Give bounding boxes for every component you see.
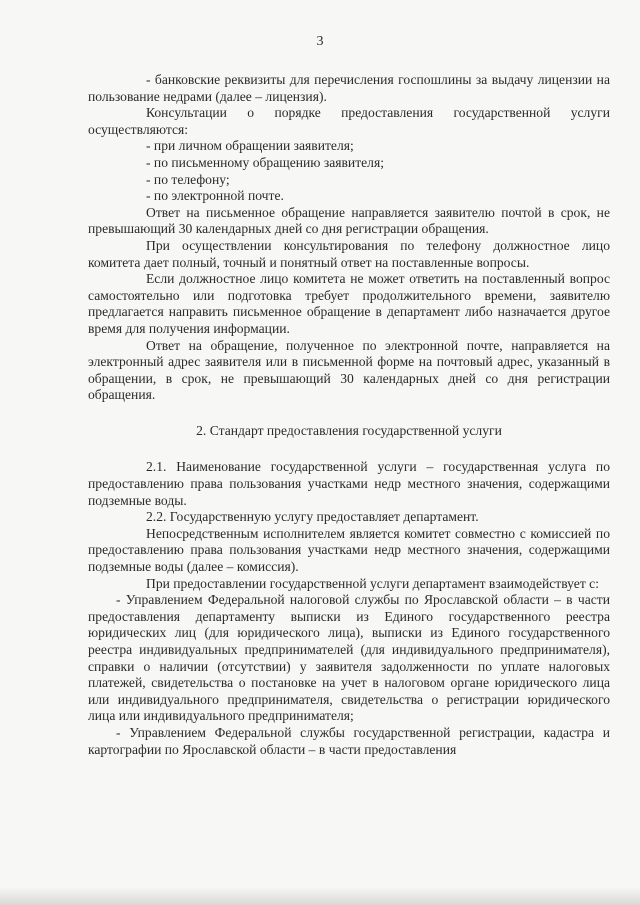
paragraph-email-reply: Ответ на обращение, полученное по электронной почте, направляется на электронный адрес заявителя или в письменной форме на почтовый адрес, указанный в обращении, в срок, не превышающий 30 календарных дней со дня регистрации обращения.	[88, 337, 610, 403]
document-body	[88, 72, 610, 758]
page-number: 3	[316, 34, 324, 49]
paragraph-bank-details: - банковские реквизиты для перечисления госпошлины за выдачу лицензии на пользование недрами (далее – лицензия).	[88, 72, 610, 104]
paragraph-2-1: 2.1. Наименование государственной услуги – государственная услуга по предоставлению права пользования участками недр местного значения, содержащими подземные воды.	[88, 459, 610, 508]
list-item-phone: - по телефону;	[146, 171, 230, 187]
paragraph-cannot-answer: Если должностное лицо комитета не может ответить на поставленный вопрос самостоятельно или подготовка требует продолжительного времени, заявителю предлагается направить письменное обращение в департамент либо назначается другое время для получения информации.	[88, 271, 610, 336]
section-title: 2. Стандарт предоставления государственной услуги	[196, 422, 502, 438]
paragraph-2-2: 2.2. Государственную услугу предоставляет департамент.	[146, 509, 479, 525]
paragraph-tax-service: - Управлением Федеральной налоговой службы по Ярославской области – в части предоставления департаменту выписки из Единого государственного реестра юридических лиц (для юридического лица), выписки из Единого государственного реестра индивидуальных предпринимателей (для индивидуального предпринимателя), справки о наличии (отсутствии) у заявителя задолженности по уплате налоговых платежей, свидетельства о постановке на учет в налоговом органе юридического лица или индивидуального предпринимателя, свидетельства о регистрации юридического лица или индивидуального предпринимателя;	[88, 592, 610, 724]
paragraph-consultations: Консультации о порядке предоставления государственной услуги осуществляются:	[88, 105, 610, 137]
paragraph-executor: Непосредственным исполнителем является комитет совместно с комиссией по предоставлению права пользования участками недр местного значения, содержащими подземные воды (далее – комиссия).	[88, 525, 610, 575]
list-item-personal: - при личном обращении заявителя;	[146, 138, 354, 154]
paragraph-registration-service: - Управлением Федеральной службы государственной регистрации, кадастра и картографии по Ярославской области – в части предоставления	[88, 724, 610, 757]
scan-bottom-edge	[0, 887, 640, 905]
paragraph-phone-consulting: При осуществлении консультирования по телефону должностное лицо комитета дает полный, точный и понятный ответ на поставленные вопросы.	[88, 237, 610, 270]
paragraph-interaction: При предоставлении государственной услуги департамент взаимодействует с:	[146, 575, 599, 591]
paragraph-written-reply: Ответ на письменное обращение направляется заявителю почтой в срок, не превышающий 30 календарных дней со дня регистрации обращения.	[88, 204, 610, 237]
list-item-email: - по электронной почте.	[146, 188, 284, 204]
list-item-written: - по письменному обращению заявителя;	[146, 154, 384, 170]
